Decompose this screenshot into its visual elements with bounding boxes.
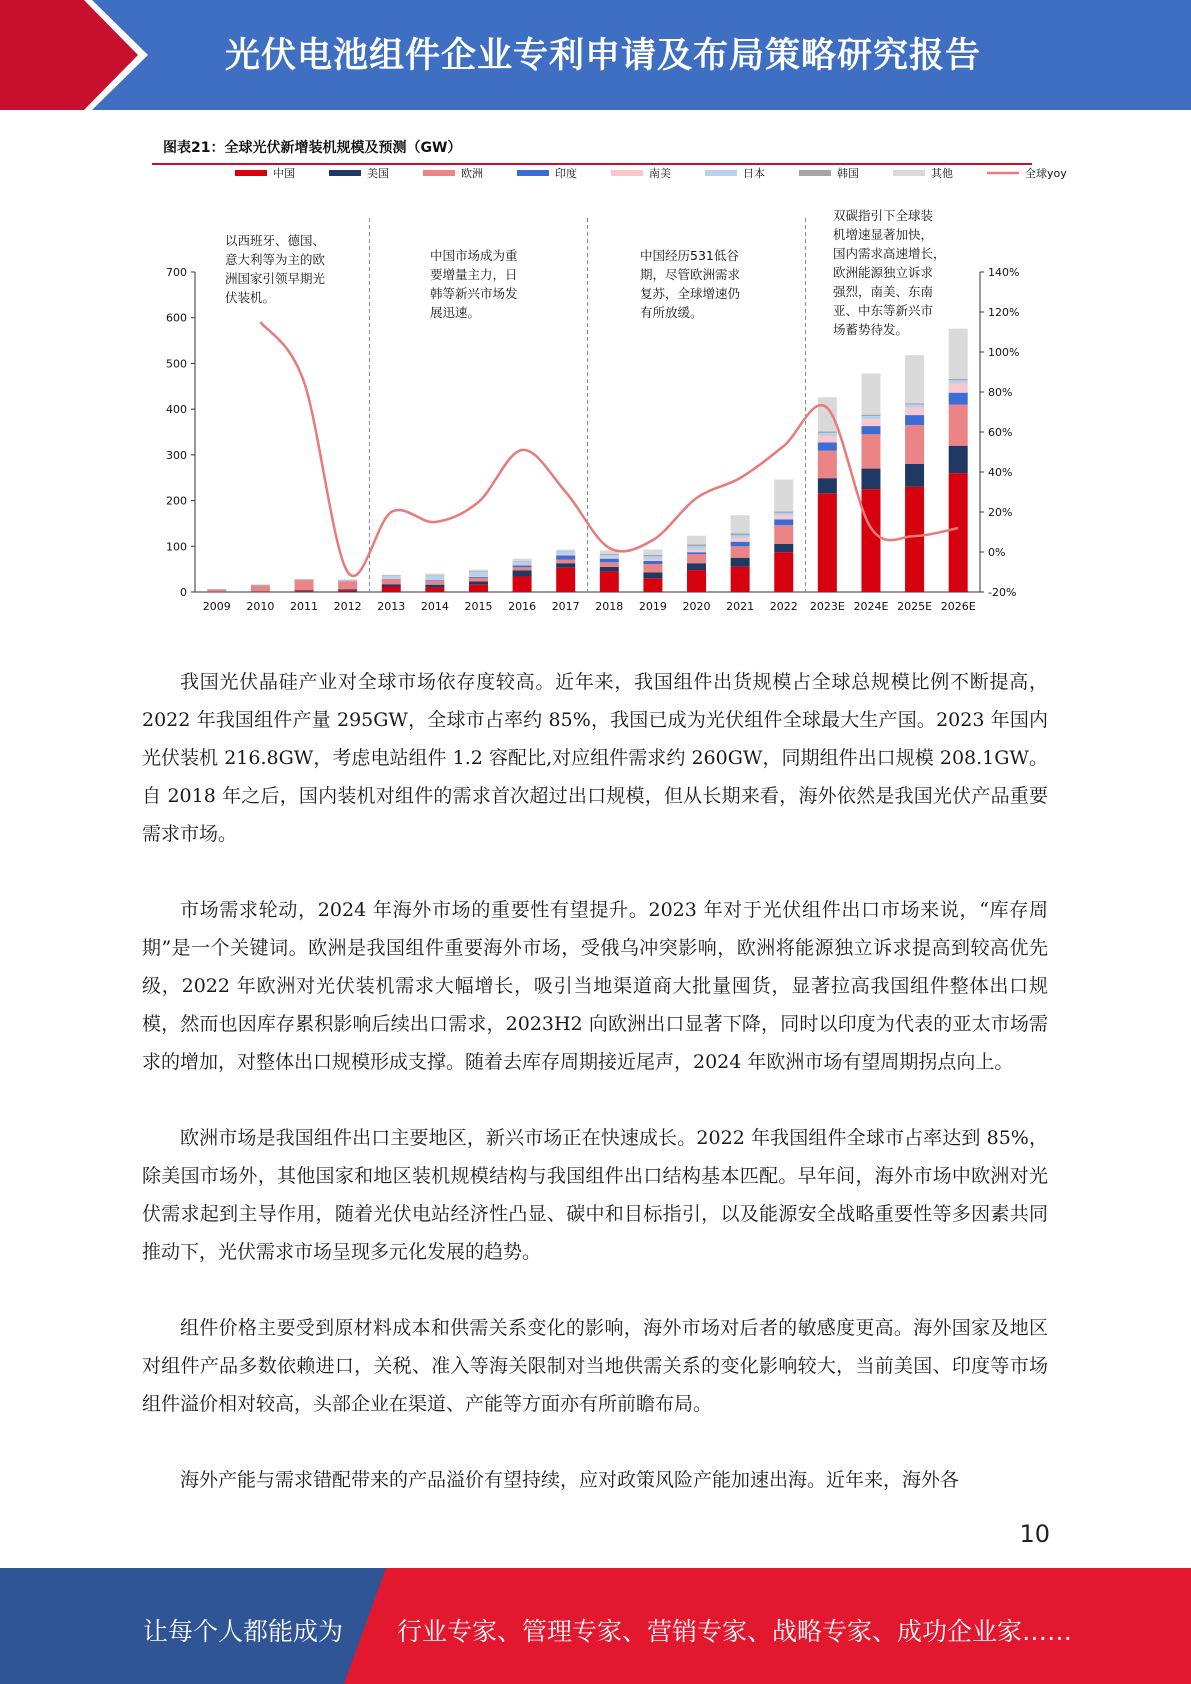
bar-segment bbox=[774, 516, 793, 520]
y2-tick-label: 100% bbox=[988, 346, 1020, 359]
bar-segment bbox=[600, 558, 619, 559]
y2-tick-label: 140% bbox=[988, 266, 1020, 279]
bar-segment bbox=[425, 581, 444, 585]
bar-segment bbox=[600, 559, 619, 563]
y-tick-label: 700 bbox=[166, 266, 187, 279]
bar-segment bbox=[687, 563, 706, 570]
bar-segment bbox=[687, 544, 706, 546]
figure-title: 图表21：全球光伏新增装机规模及预测（GW） bbox=[163, 140, 462, 156]
bar-segment bbox=[731, 538, 750, 542]
bar-segment bbox=[382, 575, 401, 576]
bar-segment bbox=[513, 559, 532, 561]
legend-label: 日本 bbox=[743, 167, 765, 180]
bar-segment bbox=[949, 379, 968, 380]
bar-segment bbox=[818, 436, 837, 442]
legend-label: 其他 bbox=[931, 167, 953, 180]
bar-segment bbox=[600, 567, 619, 572]
bar-segment bbox=[425, 575, 444, 576]
bar-segment bbox=[469, 577, 488, 578]
x-tick-label: 2014 bbox=[420, 600, 449, 613]
x-tick-label: 2020 bbox=[682, 600, 711, 613]
y-tick-label: 600 bbox=[166, 311, 187, 325]
bar-segment bbox=[556, 555, 575, 556]
paragraph: 组件价格主要受到原材料成本和供需关系变化的影响，海外市场对后者的敏感度更高。海外国家及地区对组件产品多数依赖进口，关税、准入等海关限制对当地供需关系的变化影响较大，当前美国、印度等市场组件溢价相对较高，头部企业在渠道、产能等方面亦有所前瞻布局。 bbox=[142, 1317, 1048, 1415]
paragraph: 海外产能与需求错配带来的产品溢价有望持续，应对政策风险产能加速出海。近年来，海外各 bbox=[180, 1469, 960, 1491]
annotation-text: 洲国家引领早期光 bbox=[225, 271, 326, 286]
bar-segment bbox=[949, 473, 968, 592]
legend-swatch bbox=[423, 170, 455, 176]
bar-segment bbox=[643, 572, 662, 578]
bar-segment bbox=[861, 373, 880, 414]
yoy-line bbox=[260, 322, 958, 576]
x-tick-label: 2023E bbox=[809, 600, 845, 613]
bar-segment bbox=[556, 563, 575, 568]
figure-title-rule bbox=[152, 163, 1032, 165]
annotation-text: 强烈，南美、东南 bbox=[833, 284, 934, 299]
bar-segment bbox=[600, 555, 619, 558]
page-header bbox=[0, 0, 1191, 110]
bar-segment bbox=[905, 415, 924, 425]
page-number: 10 bbox=[1019, 1520, 1050, 1548]
y2-tick-label: 20% bbox=[988, 506, 1013, 519]
bar-segment bbox=[731, 533, 750, 535]
bar-segment bbox=[338, 579, 357, 580]
bar-segment bbox=[251, 592, 270, 593]
bar-segment bbox=[774, 512, 793, 513]
bar-segment bbox=[600, 562, 619, 567]
bar-segment bbox=[338, 581, 357, 582]
legend-swatch bbox=[517, 170, 549, 176]
bar-segment bbox=[513, 561, 532, 565]
bar-segment bbox=[382, 584, 401, 586]
y-tick-label: 400 bbox=[166, 403, 187, 417]
bar-segment bbox=[513, 571, 532, 577]
bar-segment bbox=[556, 555, 575, 559]
bar-segment bbox=[861, 416, 880, 419]
bar-segment bbox=[600, 571, 619, 592]
bar-segment bbox=[731, 515, 750, 533]
x-tick-label: 2019 bbox=[638, 600, 667, 613]
bar-segment bbox=[600, 554, 619, 555]
bar-segment bbox=[382, 579, 401, 584]
bar-segment bbox=[207, 589, 226, 591]
y-tick-label: 100 bbox=[166, 540, 187, 554]
legend-swatch bbox=[235, 170, 267, 176]
bar-segment bbox=[382, 575, 401, 578]
bar-segment bbox=[556, 560, 575, 564]
bar-segment bbox=[687, 550, 706, 552]
annotation-text: 双碳指引下全球装 bbox=[833, 208, 934, 223]
annotation-text: 以西班牙、德国、 bbox=[225, 233, 326, 248]
report-title: 光伏电池组件企业专利申请及布局策略研究报告 bbox=[225, 36, 982, 76]
bar-segment bbox=[469, 571, 488, 572]
bar-segment bbox=[818, 451, 837, 478]
bar-segment bbox=[949, 384, 968, 393]
bar-segment bbox=[643, 561, 662, 564]
legend-label: 欧洲 bbox=[461, 167, 483, 180]
bar-segment bbox=[774, 552, 793, 592]
x-tick-label: 2021 bbox=[726, 600, 755, 613]
bar-segment bbox=[687, 554, 706, 563]
bar-segment bbox=[469, 571, 488, 576]
bar-segment bbox=[905, 403, 924, 404]
bar-segment bbox=[643, 549, 662, 554]
bar-segment bbox=[556, 549, 575, 550]
bar-segment bbox=[469, 581, 488, 584]
legend-label: 全球yoy bbox=[1025, 167, 1067, 180]
bar-segment bbox=[469, 585, 488, 592]
legend-swatch bbox=[329, 170, 361, 176]
bar-segment bbox=[207, 589, 226, 590]
bar-segment bbox=[556, 551, 575, 554]
x-tick-label: 2009 bbox=[202, 600, 231, 613]
bar-segment bbox=[469, 578, 488, 582]
legend-label: 印度 bbox=[555, 167, 577, 180]
bar-segment bbox=[774, 525, 793, 544]
x-tick-label: 2011 bbox=[290, 600, 319, 613]
bar-segment bbox=[905, 355, 924, 403]
bar-segment bbox=[905, 425, 924, 464]
x-tick-label: 2018 bbox=[595, 600, 624, 613]
bar-segment bbox=[949, 405, 968, 446]
bar-segment bbox=[643, 556, 662, 559]
bar-segment bbox=[382, 579, 401, 580]
y-tick-label: 300 bbox=[166, 448, 187, 462]
bar-segment bbox=[774, 480, 793, 512]
annotation-text: 场蓄势待发。 bbox=[833, 322, 909, 337]
y-tick-label: 200 bbox=[166, 494, 187, 508]
bar-segment bbox=[818, 432, 837, 433]
x-tick-label: 2026E bbox=[940, 600, 976, 613]
bar-segment bbox=[643, 564, 662, 572]
bar-segment bbox=[295, 579, 314, 580]
y-tick-label: 0 bbox=[180, 586, 187, 599]
bar-segment bbox=[338, 589, 357, 590]
bar-segment bbox=[687, 552, 706, 554]
bar-segment bbox=[425, 575, 444, 580]
y2-tick-label: 60% bbox=[988, 426, 1013, 439]
bar-segment bbox=[425, 573, 444, 574]
x-tick-label: 2024E bbox=[853, 600, 889, 613]
bar-segment bbox=[513, 567, 532, 570]
annotation-text: 欧洲能源独立诉求 bbox=[833, 265, 934, 280]
legend-label: 韩国 bbox=[837, 167, 859, 180]
bar-segment bbox=[251, 591, 270, 592]
y2-tick-label: 120% bbox=[988, 306, 1020, 319]
bar-segment bbox=[861, 469, 880, 490]
bar-segment bbox=[949, 393, 968, 405]
bar-segment bbox=[382, 575, 401, 576]
legend-swatch bbox=[705, 170, 737, 176]
bar-segment bbox=[687, 536, 706, 545]
bar-segment bbox=[469, 576, 488, 577]
bar-segment bbox=[425, 580, 444, 581]
bar-segment bbox=[818, 493, 837, 592]
bar-segment bbox=[295, 590, 314, 591]
installation-chart bbox=[150, 167, 1067, 625]
y2-tick-label: -20% bbox=[988, 586, 1017, 599]
x-tick-label: 2012 bbox=[333, 600, 362, 613]
bar-segment bbox=[905, 464, 924, 487]
bar-segment bbox=[251, 585, 270, 591]
annotation-text: 复苏，全球增速仍 bbox=[640, 286, 741, 301]
bar-segment bbox=[643, 555, 662, 556]
bar-segment bbox=[731, 546, 750, 557]
bar-segment bbox=[513, 565, 532, 566]
bar-segment bbox=[731, 535, 750, 538]
legend-label: 美国 bbox=[367, 167, 389, 180]
legend-swatch bbox=[611, 170, 643, 176]
bar-segment bbox=[818, 478, 837, 493]
annotation-text: 中国市场成为重 bbox=[430, 248, 518, 263]
annotation-text: 要增量主力，日 bbox=[430, 267, 518, 282]
x-tick-label: 2016 bbox=[508, 600, 537, 613]
body-text bbox=[142, 663, 1048, 1537]
y2-tick-label: 40% bbox=[988, 466, 1013, 479]
footer-slogan-right: 行业专家、管理专家、营销专家、战略专家、成功企业家…… bbox=[397, 1617, 1073, 1646]
bar-segment bbox=[861, 489, 880, 592]
annotation-text: 国内需求高速增长， bbox=[833, 246, 946, 261]
bar-segment bbox=[425, 587, 444, 592]
bar-segment bbox=[643, 578, 662, 592]
bar-segment bbox=[207, 592, 226, 593]
bar-segment bbox=[425, 585, 444, 588]
bar-segment bbox=[774, 519, 793, 525]
footer-slogan-left: 让每个人都能成为 bbox=[143, 1617, 344, 1646]
x-tick-label: 2017 bbox=[551, 600, 580, 613]
bar-segment bbox=[513, 565, 532, 567]
bar-segment bbox=[861, 434, 880, 468]
bar-segment bbox=[861, 426, 880, 434]
bar-segment bbox=[295, 580, 314, 590]
x-tick-label: 2015 bbox=[464, 600, 493, 613]
bar-segment bbox=[251, 584, 270, 585]
legend-label: 中国 bbox=[273, 167, 295, 180]
x-tick-label: 2010 bbox=[246, 600, 275, 613]
bar-segment bbox=[513, 576, 532, 592]
header-chevron-decoration bbox=[0, 0, 160, 110]
bar-segment bbox=[338, 591, 357, 592]
annotation-text: 韩等新兴市场发 bbox=[430, 286, 518, 301]
legend-label: 南美 bbox=[649, 167, 671, 180]
legend-swatch bbox=[893, 170, 925, 176]
annotation-text: 意大利等为主的欧 bbox=[225, 252, 326, 267]
bar-segment bbox=[556, 551, 575, 552]
paragraph: 市场需求轮动，2024 年海外市场的重要性有望提升。2023 年对于光伏组件出口市场来说，“库存周期”是一个关键词。欧洲是我国组件重要海外市场，受俄乌冲突影响，欧洲将能源独立诉求提高到较高优先级，2022 年欧洲对光伏装机需求大幅增长，吸引当地渠道商大批量囤货，显著拉高我国组件整体出口规模，然而也因库存累积影响后续出口需求，2023H2 向欧洲出口显著下降，同时以印度为代表的亚太市场需求的增加，对整体出口规模形成支撑。随着去库存周期接近尾声，2024 年欧洲市场有望周期拐点向上。 bbox=[142, 899, 1048, 1073]
legend-swatch bbox=[799, 170, 831, 176]
x-tick-label: 2013 bbox=[377, 600, 406, 613]
annotation-text: 有所放缓。 bbox=[640, 305, 703, 320]
bar-segment bbox=[338, 580, 357, 581]
bar-segment bbox=[687, 570, 706, 592]
paragraph: 我国光伏晶硅产业对全球市场依存度较高。近年来，我国组件出货规模占全球总规模比例不断提高，2022 年我国组件产量 295GW，全球市占率约 85%，我国已成为光伏组件全球最大生产国。2023 年国内光伏装机 216.8GW，考虑电站组件 1.2 容配比,对应组件需求约 260GW，同期组件出口规模 208.1GW。自 2018 年之后，国内装机对组件的需求首次超过出口规模，但从长期来看，海外依然是我国光伏产品重要需求市场。 bbox=[142, 671, 1048, 845]
bar-segment bbox=[818, 433, 837, 436]
bar-segment bbox=[295, 580, 314, 581]
page-footer bbox=[0, 1568, 1191, 1684]
bar-segment bbox=[905, 408, 924, 415]
bar-segment bbox=[861, 419, 880, 426]
annotation-text: 机增速显著加快， bbox=[833, 227, 934, 242]
x-tick-label: 2025E bbox=[897, 600, 933, 613]
bar-segment bbox=[382, 587, 401, 592]
bar-segment bbox=[905, 487, 924, 592]
bar-segment bbox=[338, 581, 357, 589]
y2-tick-label: 80% bbox=[988, 386, 1013, 399]
bar-segment bbox=[731, 558, 750, 567]
bar-segment bbox=[731, 567, 750, 592]
y-tick-label: 500 bbox=[166, 357, 187, 371]
bar-segment bbox=[513, 561, 532, 562]
annotation-text: 中国经历531低谷 bbox=[640, 248, 739, 263]
annotation-text: 期，尽管欧洲需求 bbox=[640, 267, 741, 282]
bar-segment bbox=[905, 405, 924, 408]
bar-segment bbox=[949, 446, 968, 473]
bar-segment bbox=[251, 585, 270, 586]
bar-segment bbox=[774, 513, 793, 516]
bar-segment bbox=[774, 544, 793, 552]
bar-segment bbox=[818, 397, 837, 431]
bar-segment bbox=[469, 570, 488, 571]
bar-segment bbox=[556, 568, 575, 592]
bar-segment bbox=[687, 546, 706, 550]
bar-segment bbox=[818, 443, 837, 451]
annotation-text: 伏装机。 bbox=[225, 290, 276, 305]
bar-segment bbox=[295, 591, 314, 592]
bar-segment bbox=[731, 542, 750, 547]
paragraph: 欧洲市场是我国组件出口主要地区，新兴市场正在快速成长。2022 年我国组件全球市占率达到 85%，除美国市场外，其他国家和地区装机规模结构与我国组件出口结构基本匹配。早年间，海外市场中欧洲对光伏需求起到主导作用，随着光伏电站经济性凸显、碳中和目标指引，以及能源安全战略重要性等多因素共同推动下，光伏需求市场呈现多元化发展的趋势。 bbox=[142, 1127, 1048, 1263]
bar-segment bbox=[949, 329, 968, 379]
bar-segment bbox=[949, 380, 968, 383]
annotation-text: 展迅速。 bbox=[430, 305, 481, 320]
bar-segment bbox=[643, 560, 662, 561]
y2-tick-label: 0% bbox=[988, 546, 1006, 559]
annotation-text: 亚、中东等新兴市 bbox=[833, 303, 934, 318]
bar-segment bbox=[861, 415, 880, 416]
x-tick-label: 2022 bbox=[769, 600, 798, 613]
